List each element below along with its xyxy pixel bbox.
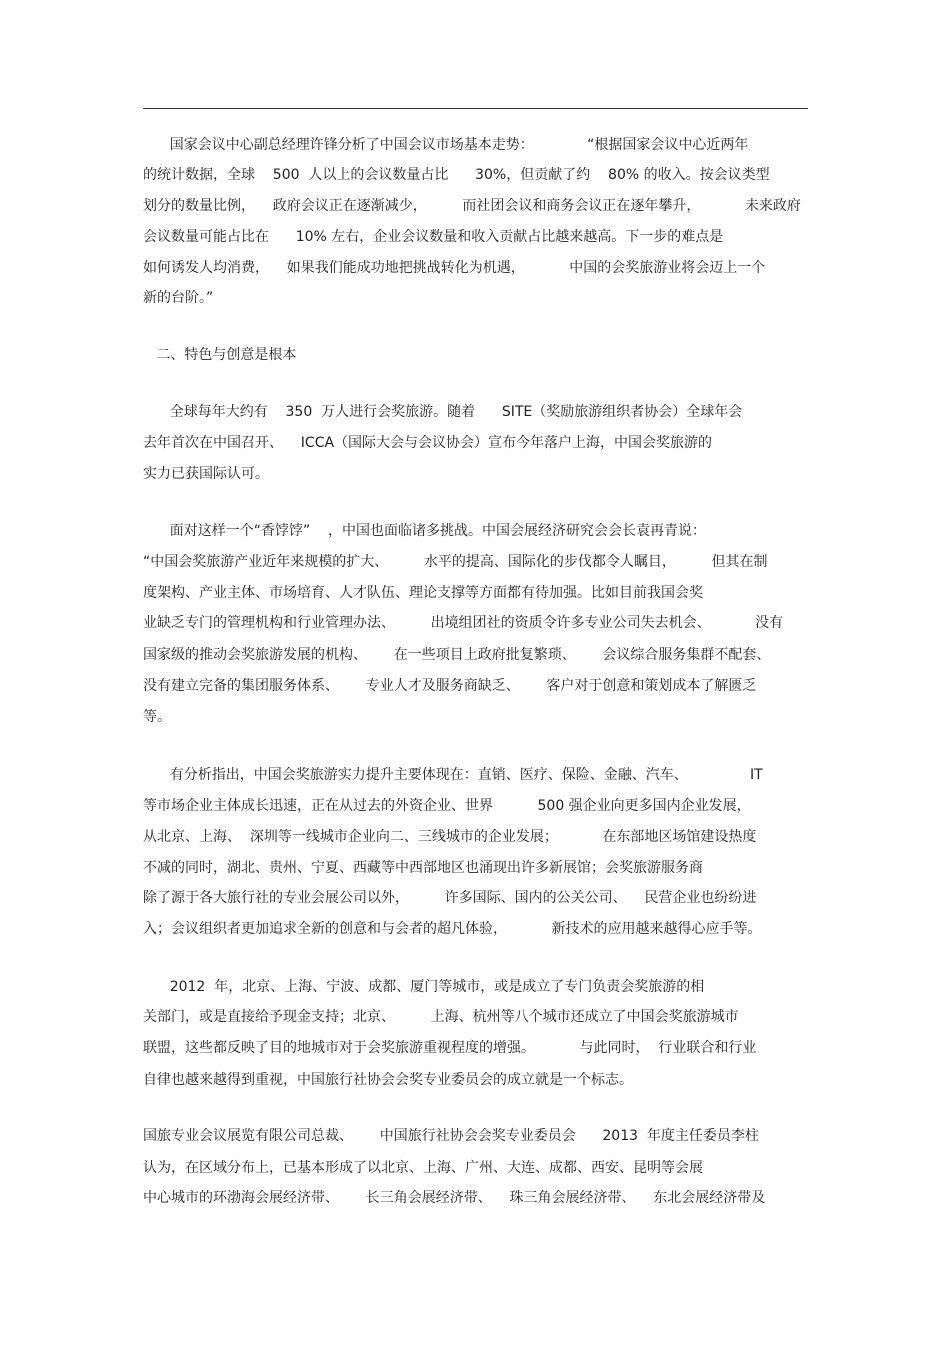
text-line: 国家会议中心副总经理许锋分析了中国会议市场基本走势： “根据国家会议中心近两年: [143, 137, 749, 153]
text-line: 实力已获国际认可。: [143, 466, 269, 482]
text-line: 的统计数据，全球 500 人以上的会议数量占比 30%，但贡献了约 80% 的收入。按会议类型: [143, 167, 770, 183]
text-line: 没有建立完备的集团服务体系、 专业人才及服务商缺乏、 客户对于创意和策划成本了解匮乏: [143, 678, 757, 694]
text-line: 国旅专业会议展览有限公司总裁、 中国旅行社协会会奖专业委员会 2013 年度主任委员李柱: [143, 1128, 759, 1144]
text-line: 等。: [143, 709, 171, 725]
text-line: 业缺乏专门的管理机构和行业管理办法、 出境组团社的资质令许多专业公司失去机会、 没有: [143, 615, 784, 631]
text-line: 有分析指出，中国会奖旅游实力提升主要体现在：直销、医疗、保险、金融、汽车、 IT: [143, 767, 763, 783]
text-line: 度架构、产业主体、市场培育、人才队伍、理论支撑等方面都有待加强。比如目前我国会奖: [143, 585, 703, 601]
text-line: 国家级的推动会奖旅游发展的机构、 在一些项目上政府批复繁琐、 会议综合服务集群不配套、: [143, 647, 771, 663]
text-line: 中心城市的环渤海会展经济带、 长三角会展经济带、 珠三角会展经济带、 东北会展经济带及: [143, 1190, 766, 1206]
text-line: 入；会议组织者更加追求全新的创意和与会者的超凡体验， 新技术的应用越来越得心应手等。: [143, 921, 762, 937]
text-line: 从北京、上海、 深圳等一线城市企业向二、三线城市的企业发展； 在东部地区场馆建设热度: [143, 829, 757, 845]
section-heading: 二、特色与创意是根本: [143, 347, 297, 363]
text-line: 划分的数量比例， 政府会议正在逐渐减少， 而社团会议和商务会议正在逐年攀升， 未来政府: [143, 198, 801, 214]
text-line: 除了源于各大旅行社的专业会展公司以外， 许多国际、国内的公关公司、 民营企业也纷纷进: [143, 890, 757, 906]
header-rule: [143, 108, 808, 109]
text-line: 2012 年，北京、上海、宁波、成都、厦门等城市，或是成立了专门负责会奖旅游的相: [143, 979, 705, 995]
text-line: 认为，在区域分布上，已基本形成了以北京、上海、广州、大连、成都、西安、昆明等会展: [143, 1160, 703, 1176]
text-line: 如何诱发人均消费， 如果我们能成功地把挑战转化为机遇， 中国的会奖旅游业将会迈上一个: [143, 260, 766, 276]
text-line: 去年首次在中国召开、 ICCA（国际大会与会议协会）宣布今年落户上海，中国会奖旅游的: [143, 435, 713, 451]
text-line: 全球每年大约有 350 万人进行会奖旅游。随着 SITE（奖励旅游组织者协会）全球年会: [143, 404, 743, 420]
text-line: “中国会奖旅游产业近年来规模的扩大、 水平的提高、国际化的步伐都令人瞩目， 但其在制: [143, 554, 768, 570]
text-line: 面对这样一个“香饽饽” ，中国也面临诸多挑战。中国会展经济研究会会长袁再青说：: [143, 523, 707, 539]
text-line: 自律也越来越得到重视，中国旅行社协会会奖专业委员会的成立就是一个标志。: [143, 1072, 633, 1088]
text-line: 会议数量可能占比在 10% 左右，企业会议数量和收入贡献占比越来越高。下一步的难点是: [143, 229, 724, 245]
text-line: 不减的同时，湖北、贵州、宁夏、西藏等中西部地区也涌现出许多新展馆；会奖旅游服务商: [143, 860, 703, 876]
text-line: 关部门，或是直接给予现金支持；北京、 上海、杭州等八个城市还成立了中国会奖旅游城市: [143, 1009, 739, 1025]
text-line: 等市场企业主体成长迅速，正在从过去的外资企业、世界 500 强企业向更多国内企业发展，: [143, 798, 751, 814]
text-line: 新的台阶。”: [143, 290, 214, 306]
text-line: 联盟，这些都反映了目的地城市对于会奖旅游重视程度的增强。 与此同时， 行业联合和行业: [143, 1040, 757, 1056]
